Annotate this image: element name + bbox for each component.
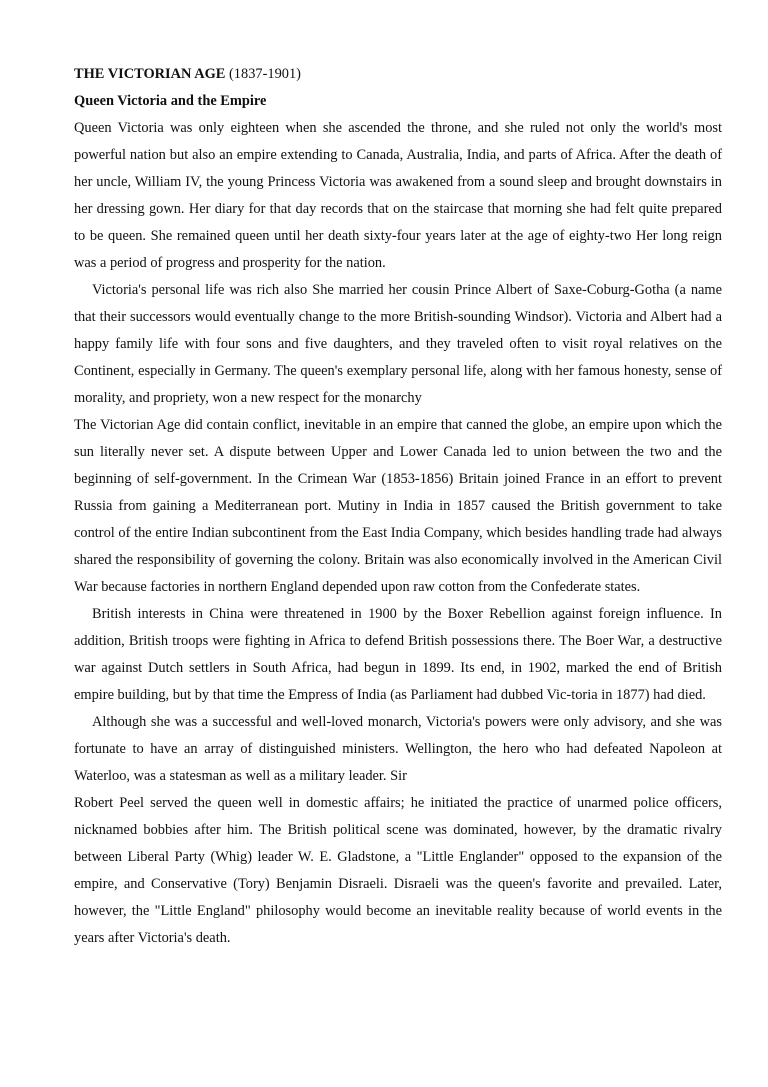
title-dates: (1837-1901) [225, 66, 301, 82]
title-text: THE VICTORIAN AGE [74, 66, 226, 82]
section-subtitle: Queen Victoria and the Empire [74, 93, 267, 109]
paragraph-reign: Queen Victoria was only eighteen when she ascended the throne, and she ruled not only the world's most powerful nation but also an empire extending to Canada, Australia, India, and parts of Africa. After the death of her uncle, William IV, the young Princess Victoria was awakened from a sound sleep and brought downstairs in her dressing gown. Her diary for that day records that on the staircase that morning she had felt quite prepared to be queen. She remained queen until her death sixty-four years later at the age of eighty-two Her long reign was a period of progress and prosperity for the nation. [74, 120, 722, 271]
page-title [74, 61, 722, 88]
paragraph-politics: Robert Peel served the queen well in domestic affairs; he initiated the practice of unarmed police officers, nicknamed bobbies after him. The British political scene was dominated, however, by the dramatic rivalry between Liberal Party (Whig) leader W. E. Gladstone, a "Little Englander" opposed to the expansion of the empire, and Conservative (Tory) Benjamin Disraeli. Disraeli was the queen's favorite and prevailed. Later, however, the "Little England" philosophy would become an inevitable reality because of world events in the years after Victoria's death. [74, 795, 722, 946]
paragraph-personal-life: Victoria's personal life was rich also She married her cousin Prince Albert of Saxe-Coburg-Gotha (a name that their successors would eventually change to the more British-sounding Windsor). Victoria and Albert had a happy family life with four sons and five daughters, and they traveled often to visit royal relatives on the Continent, especially in Germany. The queen's exemplary personal life, along with her famous honesty, sense of morality, and propriety, won a new respect for the monarchy [74, 282, 722, 406]
paragraph-china-africa: British interests in China were threatened in 1900 by the Boxer Rebellion against foreign influence. In addition, British troops were fighting in Africa to defend British possessions there. The Boer War, a destructive war against Dutch settlers in South Africa, had begun in 1899. Its end, in 1902, marked the end of British empire building, but by that time the Empress of India (as Parliament had dubbed Vic-toria in 1877) had died. [74, 606, 722, 703]
paragraph-conflict: The Victorian Age did contain conflict, inevitable in an empire that canned the globe, an empire upon which the sun literally never set. A dispute between Upper and Lower Canada led to union between the two and the beginning of self-government. In the Crimean War (1853-1856) Britain joined France in an effort to prevent Russia from gaining a Mediterranean port. Mutiny in India in 1857 caused the British government to take control of the entire Indian subcontinent from the East India Company, which besides handling trade had always shared the responsibility of governing the colony. Britain was also economically involved in the American Civil War because factories in northern England depended upon raw cotton from the Confederate states. [74, 417, 722, 595]
paragraph-ministers: Although she was a successful and well-loved monarch, Victoria's powers were only advisory, and she was fortunate to have an array of distinguished ministers. Wellington, the hero who had defeated Napoleon at Waterloo, was a statesman as well as a military leader. Sir [74, 714, 722, 784]
document-page [74, 61, 722, 952]
